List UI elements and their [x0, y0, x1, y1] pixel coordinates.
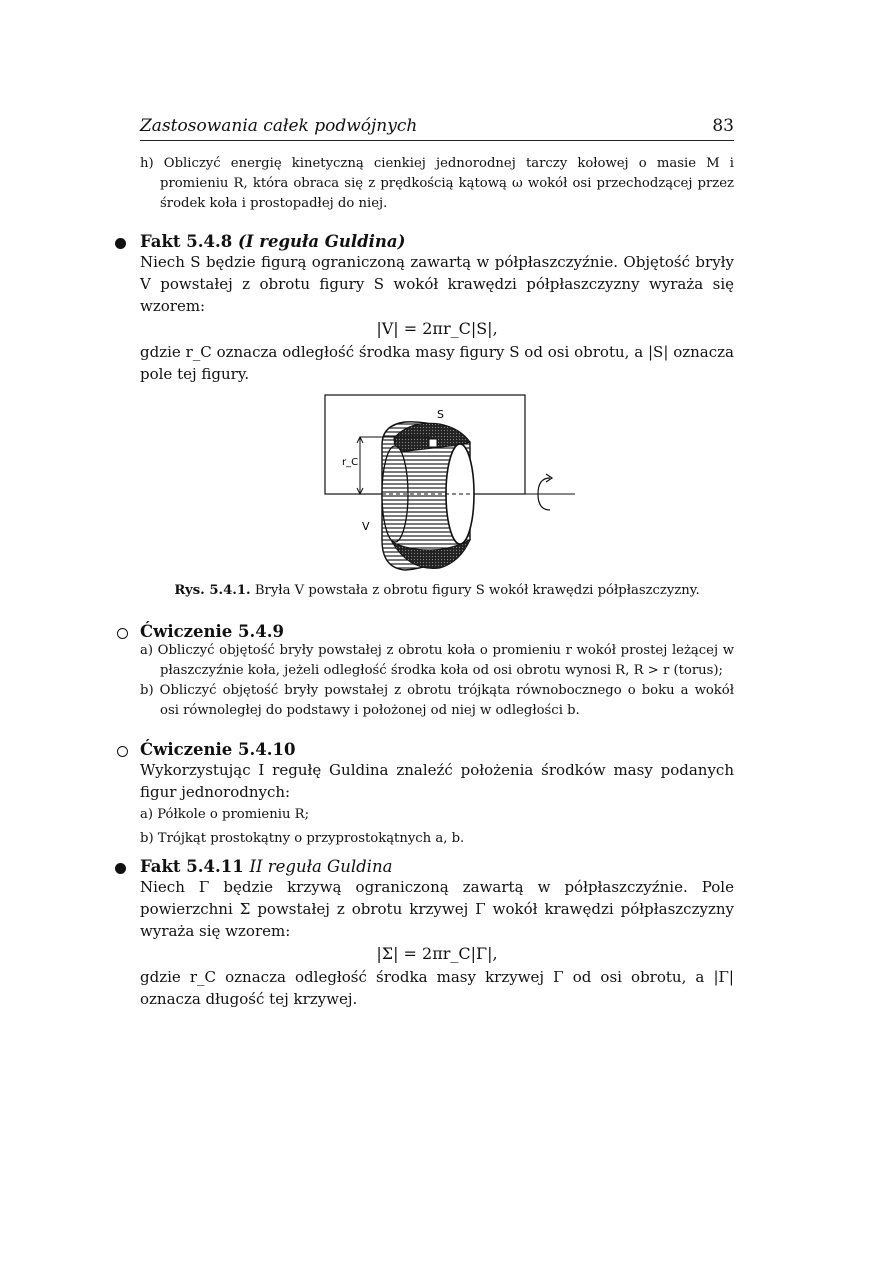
fact-5-4-8-subtitle: (I reguła Guldina) [237, 232, 406, 251]
fact-5-4-11-formula: |Σ| = 2πr_C|Γ|, [376, 944, 498, 963]
exercise-5-4-9 [140, 622, 734, 721]
fact-5-4-8 [140, 232, 734, 385]
exercise-item-h [140, 154, 734, 214]
fact-5-4-8-title: Fakt 5.4.8 [140, 232, 233, 251]
header-title: Zastosowania całek podwójnych [140, 116, 418, 136]
label-v: V [362, 520, 370, 533]
running-header [140, 116, 734, 141]
exercise-5-4-9-item-b: b) Obliczyć objętość bryły powstałej z obrotu trójkąta równobocznego o boku a wokół osi równoległej do podstawy i położonej od niej w odległości b. [140, 683, 734, 718]
exercise-5-4-10-intro: Wykorzystując I regułę Guldina znaleźć położenia środków masy podanych figur jednorodnych: [140, 761, 734, 801]
fact-5-4-8-heading [140, 232, 734, 251]
bullet-icon [115, 238, 126, 249]
bullet-icon [115, 863, 126, 874]
fact-5-4-11-subtitle: II reguła Guldina [249, 857, 393, 876]
exercise-5-4-9-title: Ćwiczenie 5.4.9 [140, 622, 284, 641]
circle-icon [117, 746, 128, 757]
label-rc: r_C [342, 457, 359, 468]
exercise-5-4-9-heading [140, 622, 734, 641]
fact-5-4-11-title: Fakt 5.4.11 [140, 857, 244, 876]
fact-5-4-8-line2: gdzie r_C oznacza odległość środka masy figury S od osi obrotu, a |S| oznacza pole tej figury. [140, 343, 734, 383]
circle-icon [117, 628, 128, 639]
fact-5-4-11 [140, 857, 734, 1010]
fact-5-4-11-heading [140, 857, 734, 876]
exercise-5-4-10-item-b: b) Trójkąt prostokątny o przyprostokątnych a, b. [140, 831, 465, 846]
fact-5-4-11-line1: Niech Γ będzie krzywą ograniczoną zawartą w półpłaszczyźnie. Pole powierzchni Σ powstałej z obrotu krzywej Γ wokół krawędzi półpłaszczyzny wyraża się wzorem: [140, 878, 734, 940]
figure-5-4-1 [320, 390, 590, 585]
fact-5-4-8-formula: |V| = 2πr_C|S|, [376, 319, 498, 338]
caption-label: Rys. 5.4.1. [174, 583, 251, 598]
exercise-5-4-9-item-a: a) Obliczyć objętość bryły powstałej z obrotu koła o promieniu r wokół prostej leżącej w płaszczyźnie koła, jeżeli odległość środka koła od osi obrotu wynosi R, R > r (torus); [140, 643, 734, 678]
exercise-5-4-10-title: Ćwiczenie 5.4.10 [140, 740, 296, 759]
exercise-5-4-10-item-a: a) Półkole o promieniu R; [140, 807, 310, 822]
item-h-text: Obliczyć energię kinetyczną cienkiej jednorodnej tarczy kołowej o masie M i promieniu R, która obraca się z prędkością kątową ω wokół osi przechodzącej przez środek koła i prostopadłej do niej. [160, 156, 734, 211]
item-h-label: h) [140, 156, 154, 171]
fact-5-4-8-line1: Niech S będzie figurą ograniczoną zawartą w półpłaszczyźnie. Objętość bryły V powstałej z obrotu figury S wokół krawędzi półpłaszczyzny wyraża się wzorem: [140, 253, 734, 315]
caption-text: Bryła V powstała z obrotu figury S wokół krawędzi półpłaszczyzny. [254, 583, 700, 598]
label-s: S [437, 408, 444, 421]
fact-5-4-11-line2: gdzie r_C oznacza odległość środka masy krzywej Γ od osi obrotu, a |Γ| oznacza długość tej krzywej. [140, 968, 734, 1008]
exercise-5-4-10 [140, 740, 734, 849]
exercise-5-4-10-heading [140, 740, 734, 759]
page-number: 83 [712, 116, 734, 136]
figure-caption [140, 583, 734, 598]
